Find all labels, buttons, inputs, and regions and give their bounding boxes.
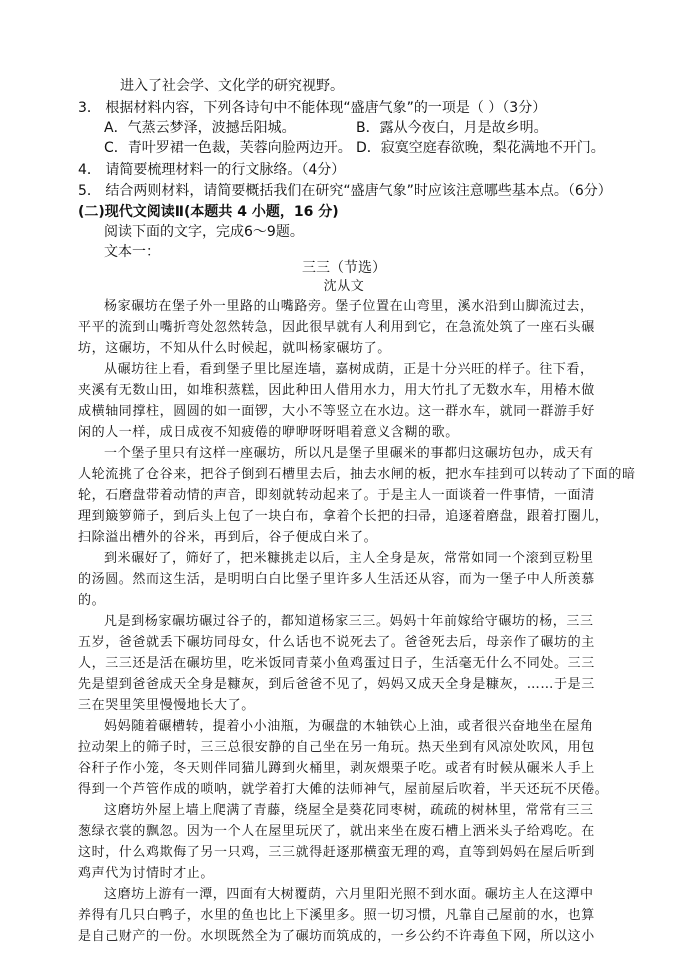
text-line: 的汤圆。然而这生活，是明明白白比堡子里许多人生活还从容，而为一堡子中人所羡慕: [78, 572, 595, 587]
text-line: 一个堡子里只有这样一座碾坊，所以凡是堡子里碾米的事都归这碾坊包办，成天有: [104, 446, 594, 461]
text-line: 葱绿衣裳的飘忽。因为一个人在屋里玩厌了，就出来坐在废石槽上洒米头子给鸡吃。在: [78, 824, 595, 839]
text-line: 平平的流到山嘴折弯处忽然转急，因此很早就有人利用到它，在急流处筑了一座石头碾: [78, 320, 595, 335]
text-line: 到米碾好了，筛好了，把米糠挑走以后，主人全身是灰，常常如同一个滚到豆粉里: [104, 551, 594, 566]
text-line: 的。: [78, 593, 106, 608]
text-line: 4． 请简要梳理材料一的行文脉络。（4分）: [78, 162, 346, 178]
text-line: D．寂寞空庭春欲晚，梨花满地不开门。: [356, 140, 605, 156]
text-line: 这磨坊上游有一潭，四面有大树覆荫，六月里阳光照不到水面。碾坊主人在这潭中: [104, 887, 594, 902]
text-line: 坊，这碾坊，不知从什么时候起，就叫杨家碾坊了。: [78, 341, 391, 356]
text-line: 3． 根据材料内容，下列各诗句中不能体现“盛唐气象”的一项是（ ）（3分）: [78, 100, 547, 116]
text-line: 进入了社会学、文化学的研究视野。: [120, 78, 344, 94]
text-line: 从碾坊往上看，看到堡子里比屋连墙，嘉树成荫，正是十分兴旺的样子。往下看，: [104, 362, 594, 377]
text-line: 凡是到杨家碾坊碾过谷子的，都知道杨家三三。妈妈十年前嫁给守碾坊的杨，三三: [104, 614, 594, 629]
text-line: 轮，石磨盘带着动情的声音，即刻就转动起来了。于是主人一面谈着一件事情，一面清: [78, 488, 595, 503]
text-line: (二)现代文阅读Ⅱ(本题共 4 小题，16 分): [78, 204, 339, 220]
text-line: C．青叶罗裙一色裁，芙蓉向脸两边开。: [104, 140, 352, 156]
text-line: 拉动架上的筛子时，三三总很安静的自己坐在另一角玩。热天坐到有风凉处吹风，用包: [78, 740, 595, 755]
text-line: 人，三三还是活在碾坊里，吃米饭同青菜小鱼鸡蛋过日子，生活毫无什么不同处。三三: [78, 656, 595, 671]
text-line: 杨家碾坊在堡子外一里路的山嘴路旁。堡子位置在山弯里，溪水沿到山脚流过去，: [104, 299, 594, 314]
text-line: 阅读下面的文字，完成6～9题。: [104, 224, 304, 240]
text-line: 扫除溢出槽外的谷米，再到后，谷子便成白米了。: [78, 530, 378, 545]
text-line: 五岁，爸爸就丢下碾坊同母女，什么话也不说死去了。爸爸死去后，母亲作了碾坊的主: [78, 635, 595, 650]
text-line: 先是望到爸爸成天全身是糠灰，到后爸爸不见了，妈妈又成天全身是糠灰，……于是三: [78, 677, 595, 692]
text-line: 三在哭里笑里慢慢地长大了。: [78, 698, 255, 713]
text-line: 人轮流挑了仓谷来，把谷子倒到石槽里去后，抽去水闸的板，把水车挂到可以转动了下面的暗: [78, 467, 636, 482]
text-line: 是自己财产的一份。水坝既然全为了碾坊而筑成的，一乡公约不许毒鱼下网，所以这小: [78, 929, 595, 944]
text-line: 夹溪有无数山田，如堆积蒸糕，因此种田人借用水力，用大竹扎了无数水车，用椿木做: [78, 383, 595, 398]
text-line: 文本一：: [104, 244, 160, 260]
text-line: 养得有几只白鸭子，水里的鱼也比上下溪里多。照一切习惯，凡靠自己屋前的水，也算: [78, 908, 595, 923]
text-line: 这磨坊外屋上墙上爬满了青藤，绕屋全是葵花同枣树，疏疏的树林里，常常有三三: [104, 803, 594, 818]
text-line: A．气蒸云梦泽，波撼岳阳城。: [104, 120, 296, 136]
text-line: 成横轴同撑柱，圆圆的如一面锣，大小不等竖立在水边。这一群水车，就同一群游手好: [78, 404, 595, 419]
text-line: 妈妈随着碾槽转，提着小小油瓶，为碾盘的木轴铁心上油，或者很兴奋地坐在屋角: [104, 719, 594, 734]
text-line: 沈从文: [323, 279, 365, 294]
text-line: 鸡声代为讨情时才止。: [78, 866, 215, 881]
text-line: 三三（节选）: [302, 260, 386, 276]
text-line: 这时，什么鸡欺侮了另一只鸡，三三就得赶逐那横蛮无理的鸡，直等到妈妈在屋后听到: [78, 845, 595, 860]
text-line: 闲的人一样，成日成夜不知疲倦的咿咿呀呀唱着意义含糊的歌。: [78, 425, 459, 440]
text-line: 得到一个芦管作成的唢呐，就学着打大傩的法师神气，屋前屋后吹着，半天还玩不厌倦。: [78, 782, 609, 797]
text-line: 5． 结合两则材料，请简要概括我们在研究“盛唐气象”时应该注意哪些基本点。（6分）: [78, 183, 612, 199]
text-line: 谷秆子作小笼，冬天则伴同猫儿蹲到火桶里，剥灰煨栗子吃。或者有时候从碾米人手上: [78, 761, 595, 776]
text-line: 理到簸箩筛子，到后头上包了一块白布，拿着个长把的扫帚，追逐着磨盘，跟着打圈儿，: [78, 509, 609, 524]
text-line: B．露从今夜白，月是故乡明。: [356, 120, 548, 136]
